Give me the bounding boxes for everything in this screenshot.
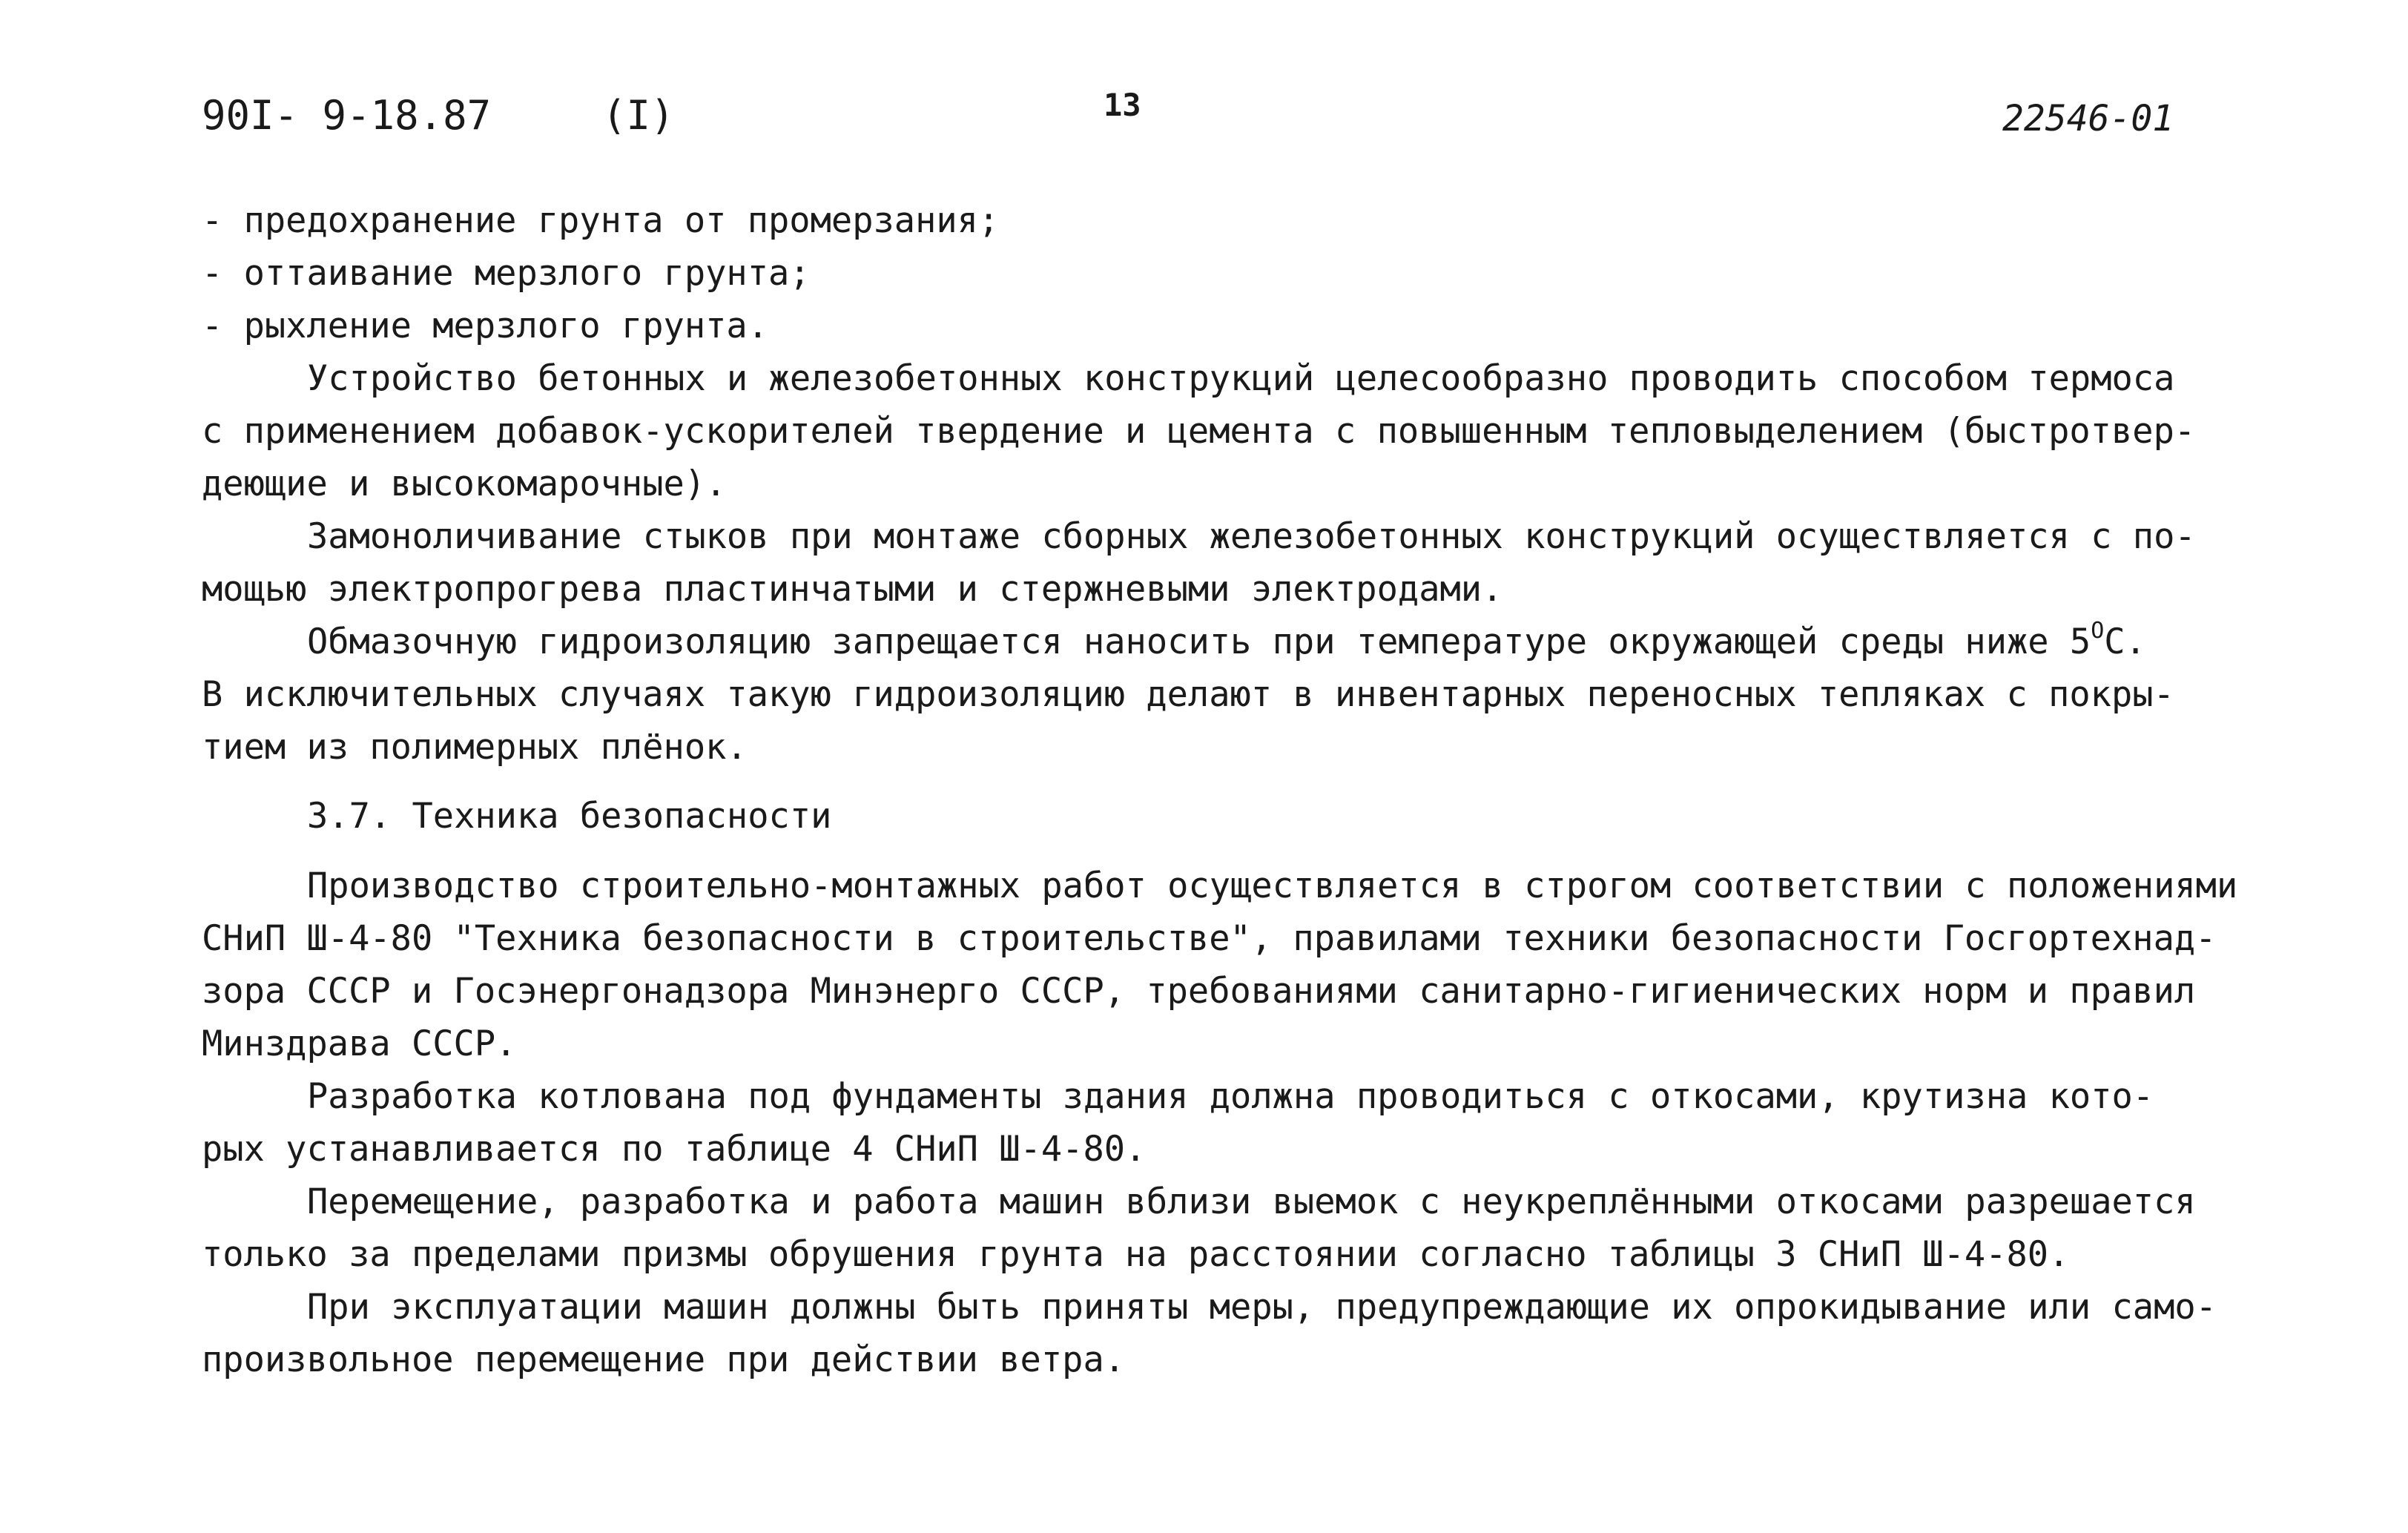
paragraph-line: [202, 616, 2263, 668]
paragraph-line: деющие и высокомарочные).: [202, 464, 727, 504]
degree-mark: О: [2091, 618, 2105, 644]
paragraph-line: произвольное перемещение при действии ветра.: [202, 1339, 1126, 1380]
text-run: С.: [2104, 622, 2146, 662]
list-item: - рыхление мерзлого грунта.: [202, 306, 769, 346]
paragraph-joints: [202, 510, 2263, 616]
paragraph-line: СНиП Ш-4-80 "Техника безопасности в строительстве", правилами техники безопасности Госгортехнад-: [202, 918, 2217, 959]
list-item: - предохранение грунта от промерзания;: [202, 200, 1000, 241]
paragraph-machines-movement: [202, 1176, 2263, 1281]
paragraph-line: тием из полимерных плёнок.: [202, 727, 748, 768]
measures-list: [202, 194, 2263, 352]
document-code: 90I- 9-18.87: [202, 92, 492, 139]
paragraph-safety-regulations: [202, 860, 2263, 1070]
archive-number: 22546-01: [2002, 98, 2174, 139]
paragraph-line: Замоноличивание стыков при монтаже сборных железобетонных конструкций осуществляется с по-: [307, 516, 2196, 557]
document-body: [202, 194, 2263, 1386]
sheet-indicator: (I): [602, 92, 675, 139]
paragraph-line: Минздрава СССР.: [202, 1023, 517, 1064]
paragraph-line: мощью электропрогрева пластинчатыми и стержневыми электродами.: [202, 569, 1503, 610]
page-number: 13: [1104, 87, 1141, 123]
paragraph-line: с применением добавок-ускорителей твердение и цемента с повышенным тепловыделением (быстротвер-: [202, 411, 2196, 452]
paragraph-line: только за пределами призмы обрушения грунта на расстоянии согласно таблицы 3 СНиП Ш-4-80.: [202, 1234, 2070, 1275]
paragraph-line: Разработка котлована под фундаменты здания должна проводиться с откосами, крутизна кото-: [307, 1076, 2154, 1117]
paragraph-line: рых устанавливается по таблице 4 СНиП Ш-4-80.: [202, 1129, 1147, 1170]
text-run: Обмазочную гидроизоляцию запрещается наносить при температуре окружающей среды ниже 5: [307, 622, 2091, 662]
paragraph-machines-operation: [202, 1281, 2263, 1386]
paragraph-line: Производство строительно-монтажных работ осуществляется в строгом соответствии с положениями: [307, 866, 2238, 906]
paragraph-line: Устройство бетонных и железобетонных конструкций целесообразно проводить способом термоса: [307, 358, 2175, 399]
paragraph-line: зора СССР и Госэнергонадзора Минэнерго СССР, требованиями санитарно-гигиенических норм и правил: [202, 971, 2196, 1012]
paragraph-line: Перемещение, разработка и работа машин вблизи выемок с неукреплёнными откосами разрешается: [307, 1181, 2196, 1222]
paragraph-waterproofing: [202, 616, 2263, 774]
paragraph-line: В исключительных случаях такую гидроизоляцию делают в инвентарных переносных тепляках с покры-: [202, 674, 2174, 715]
paragraph-line: При эксплуатации машин должны быть приняты меры, предупреждающие их опрокидывание или само-: [307, 1287, 2217, 1328]
paragraph-concrete: [202, 352, 2263, 510]
section-heading: 3.7. Техника безопасности: [307, 796, 832, 837]
paragraph-excavation: [202, 1070, 2263, 1176]
list-item: - оттаивание мерзлого грунта;: [202, 253, 811, 294]
